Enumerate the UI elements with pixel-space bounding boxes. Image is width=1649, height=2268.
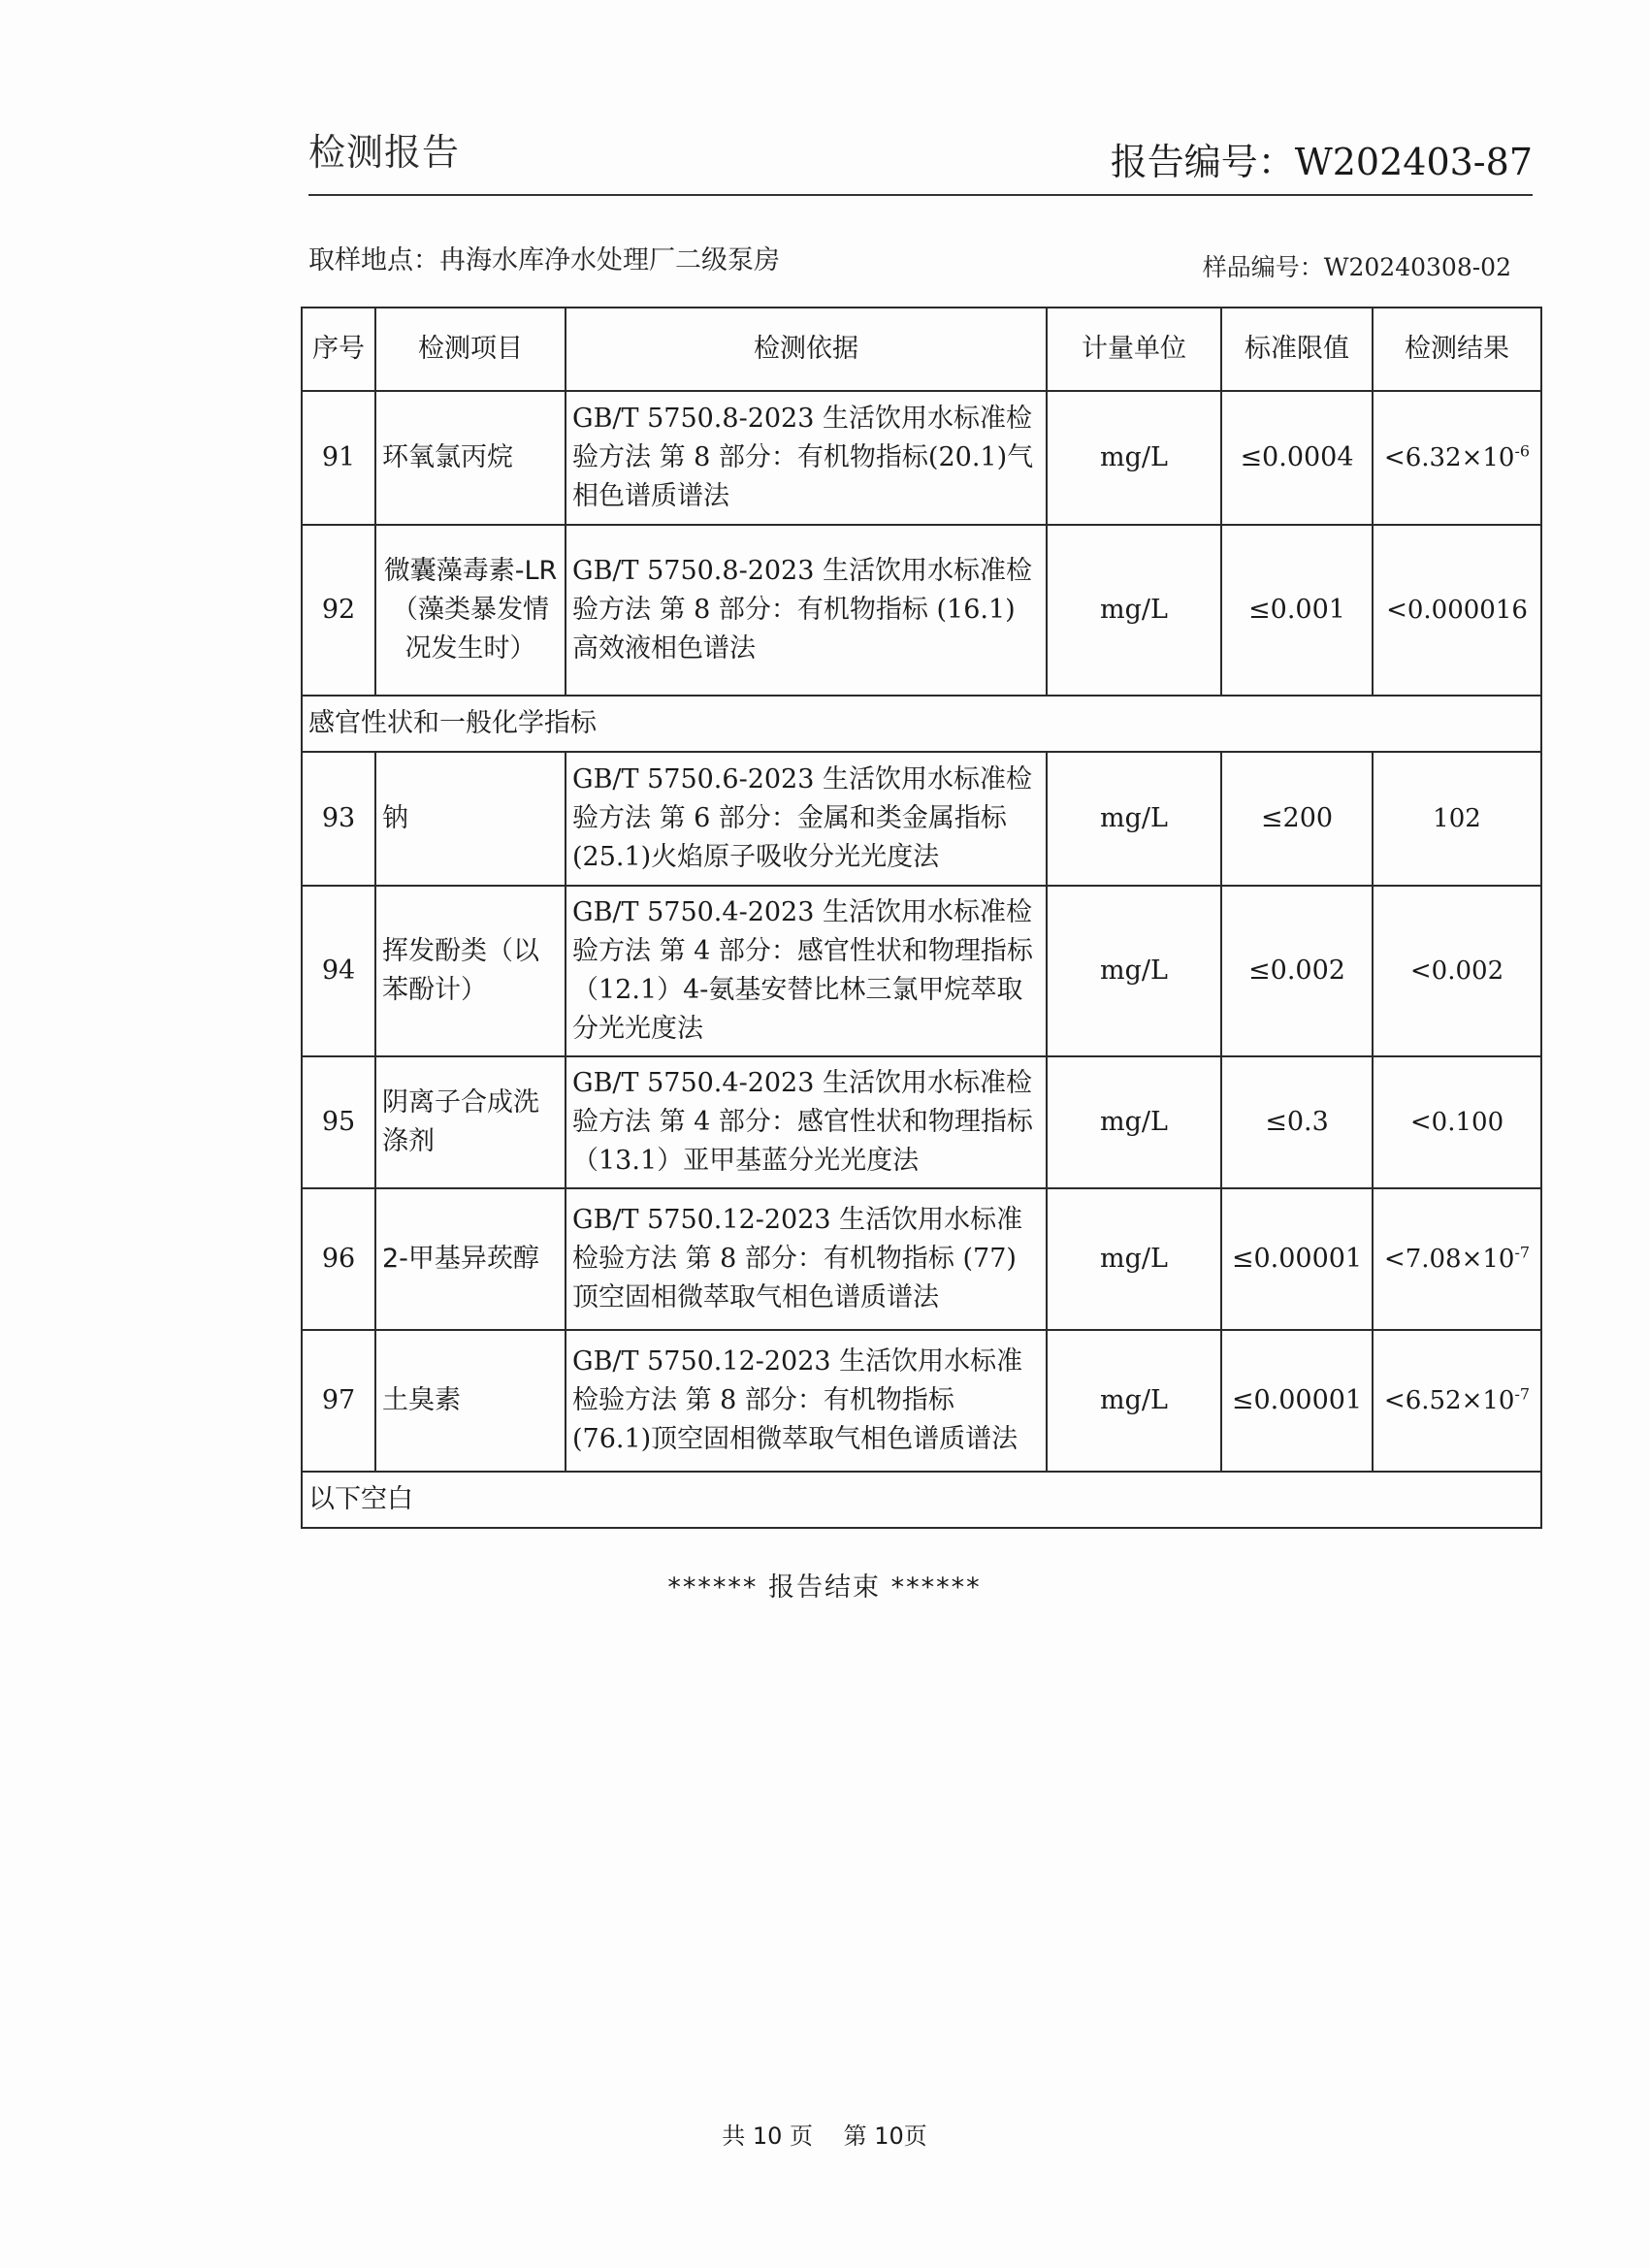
row-basis: GB/T 5750.4-2023 生活饮用水标准检验方法 第 4 部分：感官性状和物理指标（13.1）亚甲基蓝分光光度法 xyxy=(566,1056,1047,1188)
row-limit: ≤0.00001 xyxy=(1221,1330,1373,1472)
sample-number: 样品编号：W20240308-02 xyxy=(1202,253,1511,281)
document-title: 检测报告 xyxy=(308,131,461,174)
row-result: <0.002 xyxy=(1373,886,1541,1056)
row-unit: mg/L xyxy=(1047,525,1221,696)
header-item: 检测项目 xyxy=(375,308,566,391)
row-no: 93 xyxy=(302,752,375,886)
blank-row xyxy=(302,1472,1541,1528)
header-result: 检测结果 xyxy=(1373,308,1541,391)
report-number: 报告编号：W202403-87 xyxy=(1110,141,1533,183)
result-base: <6.52×10 xyxy=(1383,1386,1515,1415)
row-basis: GB/T 5750.4-2023 生活饮用水标准检验方法 第 4 部分：感官性状和物理指标 （12.1）4-氨基安替比林三氯甲烷萃取分光光度法 xyxy=(566,886,1047,1056)
row-no: 94 xyxy=(302,886,375,1056)
result-exponent: -6 xyxy=(1514,441,1531,461)
row-no: 92 xyxy=(302,525,375,696)
table-header-row xyxy=(302,308,1541,391)
row-item: 微囊藻毒素-LR（藻类暴发情况发生时） xyxy=(375,525,566,696)
header-basis: 检测依据 xyxy=(566,308,1047,391)
header-unit: 计量单位 xyxy=(1047,308,1221,391)
row-unit: mg/L xyxy=(1047,1330,1221,1472)
row-item: 环氧氯丙烷 xyxy=(375,391,566,525)
row-item: 土臭素 xyxy=(375,1330,566,1472)
table-row xyxy=(302,752,1541,886)
row-result: 102 xyxy=(1373,752,1541,886)
row-result: <0.100 xyxy=(1373,1056,1541,1188)
table-row xyxy=(302,886,1541,1056)
row-result xyxy=(1373,1330,1541,1472)
row-result xyxy=(1373,1188,1541,1330)
row-unit: mg/L xyxy=(1047,1188,1221,1330)
table-row xyxy=(302,525,1541,696)
row-limit: ≤0.3 xyxy=(1221,1056,1373,1188)
section-label: 感官性状和一般化学指标 xyxy=(302,696,1541,752)
report-end-marker: ****** 报告结束 ****** xyxy=(667,1572,982,1603)
row-limit: ≤0.0004 xyxy=(1221,391,1373,525)
header-limit: 标准限值 xyxy=(1221,308,1373,391)
table-row xyxy=(302,1056,1541,1188)
sampling-site: 取样地点：冉海水库净水处理厂二级泵房 xyxy=(308,245,780,275)
row-item: 钠 xyxy=(375,752,566,886)
row-limit: ≤0.00001 xyxy=(1221,1188,1373,1330)
header-no: 序号 xyxy=(302,308,375,391)
result-base: <7.08×10 xyxy=(1383,1245,1515,1274)
row-no: 91 xyxy=(302,391,375,525)
row-basis: GB/T 5750.8-2023 生活饮用水标准检验方法 第 8 部分：有机物指标 (16.1)高效液相色谱法 xyxy=(566,525,1047,696)
row-no: 96 xyxy=(302,1188,375,1330)
row-item: 2-甲基异莰醇 xyxy=(375,1188,566,1330)
section-row xyxy=(302,696,1541,752)
table-row xyxy=(302,1330,1541,1472)
total-pages: 共 10 页 xyxy=(722,2122,813,2150)
row-limit: ≤0.001 xyxy=(1221,525,1373,696)
row-item: 挥发酚类（以苯酚计） xyxy=(375,886,566,1056)
row-limit: ≤0.002 xyxy=(1221,886,1373,1056)
row-no: 95 xyxy=(302,1056,375,1188)
result-base: <6.32×10 xyxy=(1383,443,1515,472)
page-footer xyxy=(0,2117,1649,2151)
row-basis: GB/T 5750.12-2023 生活饮用水标准检验方法 第 8 部分：有机物指标 (77)顶空固相微萃取气相色谱质谱法 xyxy=(566,1188,1047,1330)
row-result: <0.000016 xyxy=(1373,525,1541,696)
row-unit: mg/L xyxy=(1047,391,1221,525)
row-unit: mg/L xyxy=(1047,1056,1221,1188)
table-row xyxy=(302,391,1541,525)
current-page: 第 10页 xyxy=(843,2122,927,2150)
result-exponent: -7 xyxy=(1514,1243,1531,1262)
row-basis: GB/T 5750.6-2023 生活饮用水标准检验方法 第 6 部分：金属和类金属指标(25.1)火焰原子吸收分光光度法 xyxy=(566,752,1047,886)
row-unit: mg/L xyxy=(1047,752,1221,886)
results-table xyxy=(301,307,1542,1529)
row-result xyxy=(1373,391,1541,525)
header-divider xyxy=(308,194,1533,196)
row-item: 阴离子合成洗涤剂 xyxy=(375,1056,566,1188)
row-limit: ≤200 xyxy=(1221,752,1373,886)
result-exponent: -7 xyxy=(1514,1384,1531,1404)
row-no: 97 xyxy=(302,1330,375,1472)
row-unit: mg/L xyxy=(1047,886,1221,1056)
blank-label: 以下空白 xyxy=(302,1472,1541,1528)
table-row xyxy=(302,1188,1541,1330)
row-basis: GB/T 5750.12-2023 生活饮用水标准检验方法 第 8 部分：有机物指标 (76.1)顶空固相微萃取气相色谱质谱法 xyxy=(566,1330,1047,1472)
row-basis: GB/T 5750.8-2023 生活饮用水标准检验方法 第 8 部分：有机物指标(20.1)气相色谱质谱法 xyxy=(566,391,1047,525)
